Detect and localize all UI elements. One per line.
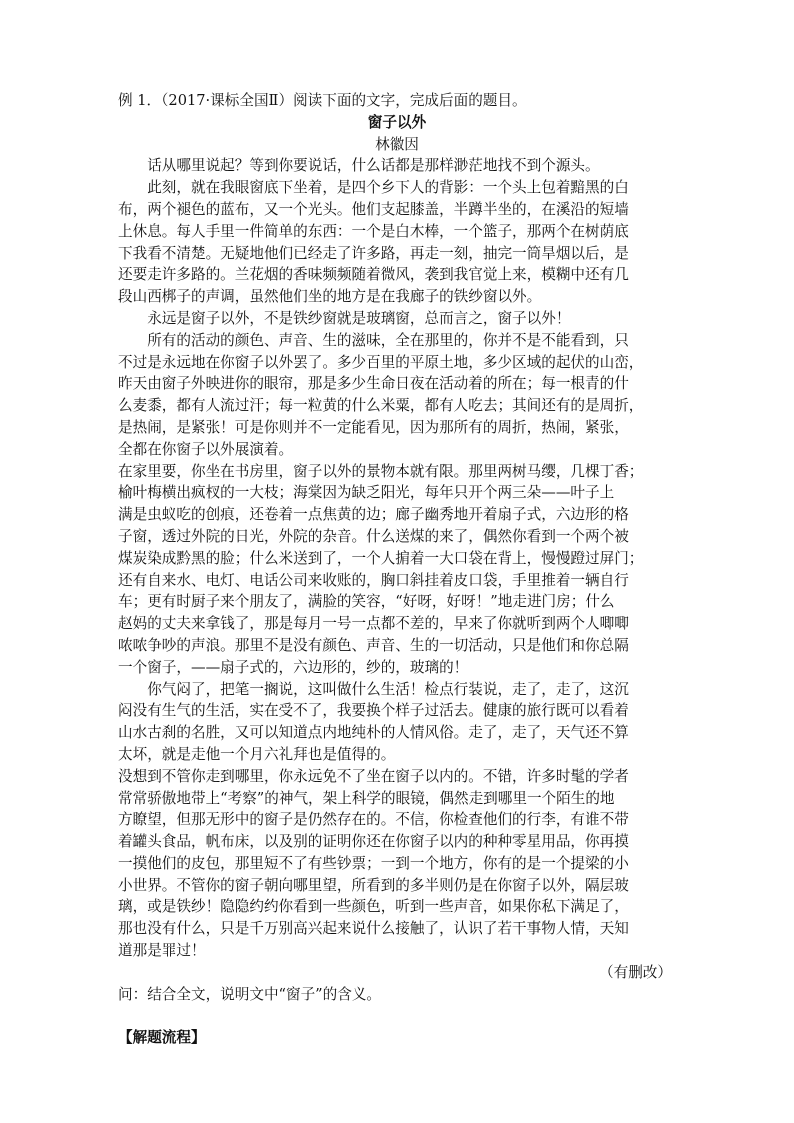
article-author: 林徽因: [375, 135, 419, 153]
article-body: [118, 155, 676, 961]
body-line: 段山西梆子的声调，虽然他们坐的地方是在我廊子的铁纱窗以外。: [118, 288, 542, 306]
body-line: 没想到不管你走到哪里，你永远免不了坐在窗子以内的。不错，许多时髦的学者: [118, 767, 629, 785]
body-line: 常常骄傲地带上“考察”的神气，架上科学的眼镜，偶然走到哪里一个陌生的地: [118, 789, 615, 807]
document-page: [118, 90, 676, 1049]
body-line: 话从哪里说起？等到你要说话，什么话都是那样渺茫地找不到个源头。: [118, 157, 600, 175]
body-line: 在家里要，你坐在书房里，窗子以外的景物本就有限。那里两树马缨，几棵丁香；: [118, 462, 644, 480]
article-title: 窗子以外: [367, 113, 427, 131]
body-line: 一个窗子，——扇子式的，六边形的，纱的，玻璃的！: [118, 658, 469, 676]
body-line: 赵妈的丈夫来拿钱了，那是每月一号一点都不差的，早来了你就听到两个人唧唧: [118, 615, 629, 633]
body-line: 所有的活动的颜色、声音、生的滋味，全在那里的，你并不是不能看到，只: [118, 331, 629, 349]
body-line: 着罐头食品，帆布床，以及别的证明你还在你窗子以内的种种零星用品，你再摸: [118, 833, 629, 851]
body-line: 满是虫蚁吃的创痕，还卷着一点焦黄的边；廊子幽秀地开着扇子式，六边形的格: [118, 506, 629, 524]
body-line: 不过是永远地在你窗子以外罢了。多少百里的平原土地，多少区域的起伏的山峦，: [118, 353, 644, 371]
body-line: 昨天由窗子外映进你的眼帘，那是多少生命日夜在活动着的所在；每一根青的什: [118, 375, 629, 393]
body-line: 此刻，就在我眼窗底下坐着，是四个乡下人的背影：一个头上包着黯黑的白: [118, 179, 629, 197]
body-line: 方瞭望，但那无形中的窗子是仍然存在的。不信，你检查他们的行李，有谁不带: [118, 811, 629, 829]
section-label: 【解题流程】: [118, 1029, 206, 1047]
body-line: 璃，或是铁纱！隐隐约约你看到一些颜色，听到一些声音，如果你私下满足了，: [118, 898, 629, 916]
body-line: 永远是窗子以外，不是铁纱窗就是玻璃窗，总而言之，窗子以外！: [118, 309, 571, 327]
body-line: 那也没有什么，只是千万别高兴起来说什么接触了，认识了若干事物人情，天知: [118, 920, 629, 938]
body-line: 你气闷了，把笔一搁说，这叫做什么生活！检点行装说，走了，走了，这沉: [118, 680, 629, 698]
body-line: 山水古刹的名胜，又可以知道点内地纯朴的人情风俗。走了，走了，天气还不算: [118, 724, 629, 742]
body-line: 闷没有生气的生活，实在受不了，我要换个样子过活去。健康的旅行既可以看着: [118, 702, 629, 720]
body-line: 榆叶梅横出疯杈的一大枝；海棠因为缺乏阳光，每年只开个两三朵——叶子上: [118, 484, 615, 502]
body-line: 还要走许多路的。兰花烟的香味频频随着微风，袭到我官觉上来，模糊中还有几: [118, 266, 629, 284]
body-line: 还有自来水、电灯、电话公司来收账的，胸口斜挂着皮口袋，手里推着一辆自行: [118, 571, 629, 589]
body-line: 布，两个褪色的蓝布，又一个光头。他们支起膝盖，半蹲半坐的，在溪沿的短墙: [118, 200, 629, 218]
spacer: [118, 1005, 676, 1027]
exercise-heading: 例 1．（2017·课标全国Ⅱ）阅读下面的文字，完成后面的题目。: [118, 92, 527, 109]
body-line: 车；更有时厨子来个朋友了，满脸的笑容，“好呀，好呀！”地走进门房；什么: [118, 593, 615, 611]
body-line: 太坏，就是走他一个月六礼拜也是值得的。: [118, 745, 396, 763]
body-line: 是热闹，是紧张！可是你则并不一定能看见，因为那所有的周折，热闹，紧张，: [118, 418, 629, 436]
body-line: 一摸他们的皮包，那里短不了有些钞票；一到一个地方，你有的是一个提梁的小: [118, 854, 629, 872]
body-line: 么麦黍，都有人流过汗；每一粒黄的什么米粟，都有人吃去；其间还有的是周折，: [118, 397, 644, 415]
question-text: 问：结合全文，说明文中“窗子”的含义。: [118, 985, 382, 1003]
body-line: 煤炭染成黔黑的脸；什么米送到了，一个人掮着一大口袋在背上，慢慢蹬过屏门；: [118, 549, 644, 567]
body-line: 全都在你窗子以外展演着。: [118, 440, 294, 458]
body-line: 上休息。每人手里一件简单的东西：一个是白木棒，一个篮子，那两个在树荫底: [118, 222, 629, 240]
body-line: 小世界。不管你的窗子朝向哪里望，所看到的多半则仍是在你窗子以外，隔层玻: [118, 876, 629, 894]
body-line: 哝哝争吵的声浪。那里不是没有颜色、声音、生的一切活动，只是他们和你总隔: [118, 636, 629, 654]
body-line: 子窗，透过外院的日光，外院的杂音。什么送煤的来了，偶然你看到一个两个被: [118, 527, 629, 545]
body-line: 道那是罪过！: [118, 942, 206, 960]
body-line: 下我看不清楚。无疑地他们已经走了许多路，再走一刻，抽完一筒旱烟以后，是: [118, 244, 629, 262]
edit-note: （有删改）: [599, 963, 672, 981]
